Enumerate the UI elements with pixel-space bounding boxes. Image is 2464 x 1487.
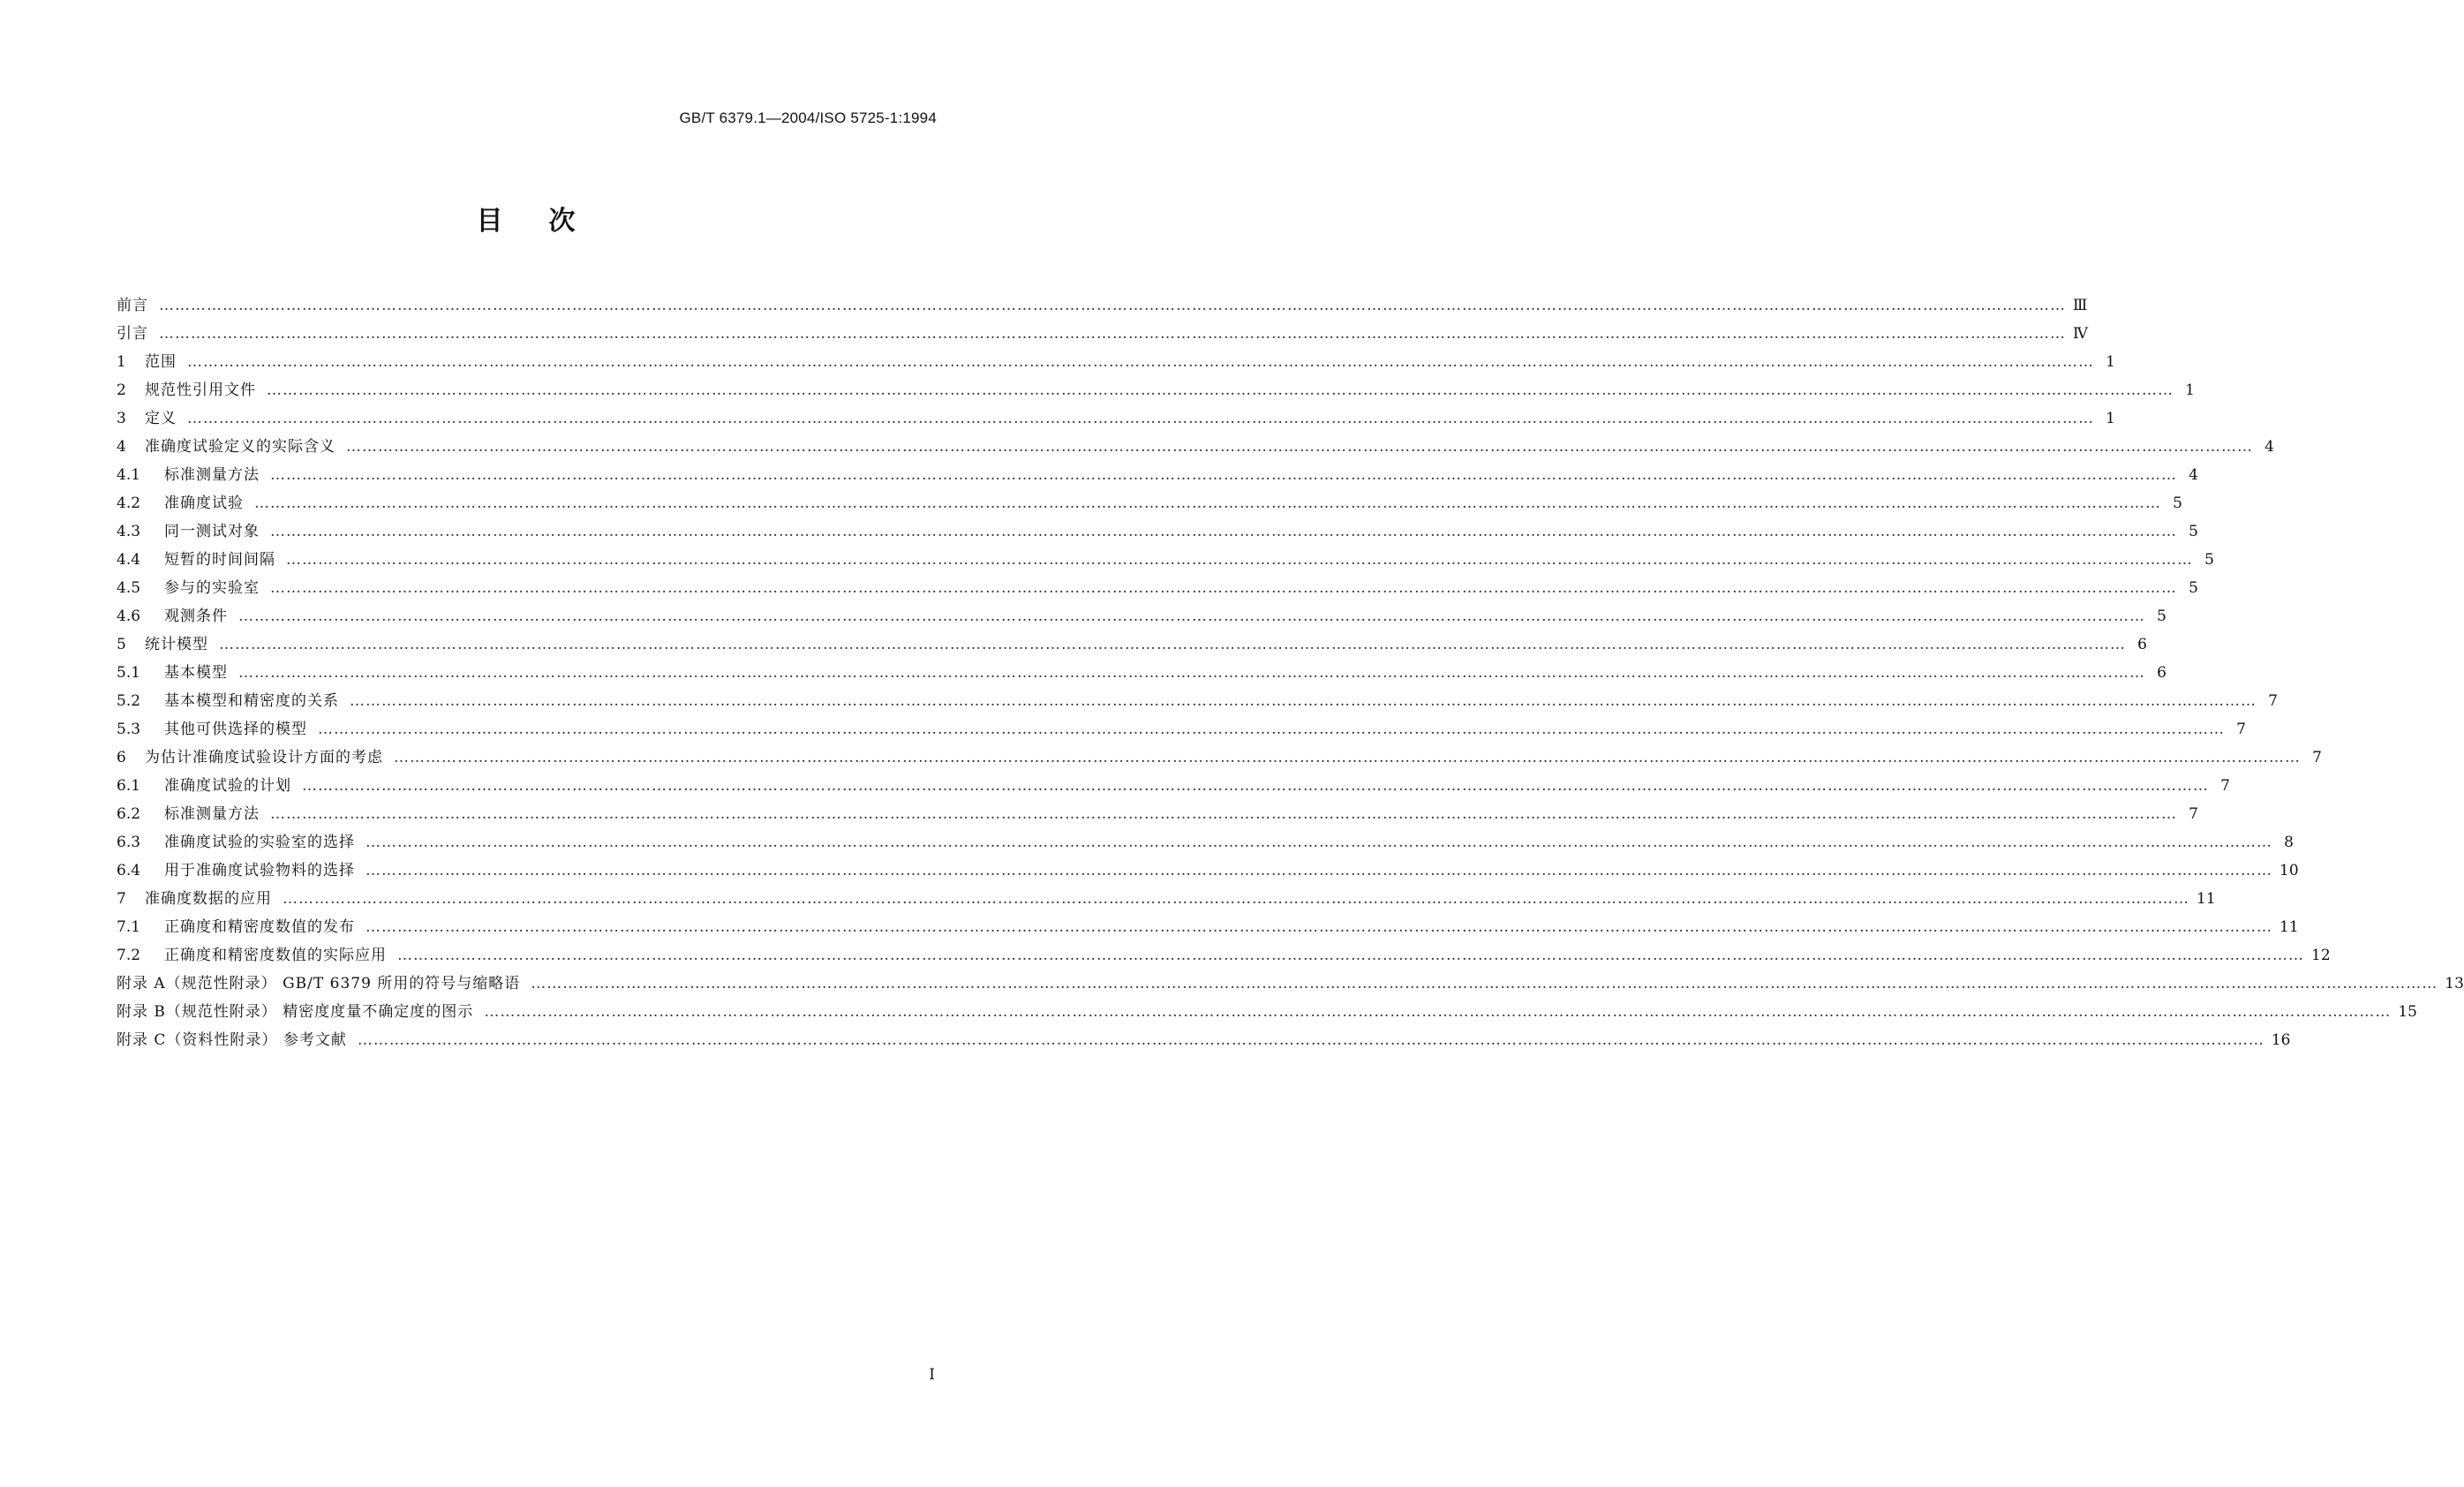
toc-entry[interactable] [117,320,2088,348]
toc-entry-page: 1 [2185,381,2195,399]
toc-entry-label: 准确度数据的应用 [145,890,272,908]
toc-entry-number: 5.2 [117,692,141,710]
toc-entry[interactable] [117,885,2216,913]
toc-entry[interactable] [117,602,2166,630]
toc-entry-label: 准确度试验的计划 [164,777,291,795]
toc-entry-page: 15 [2398,1003,2417,1021]
toc-entry-page: 5 [2204,551,2214,569]
toc-entry-number: 2 [117,381,126,399]
toc-entry-page: 11 [2279,918,2299,936]
toc-entry-label: 为估计准确度试验设计方面的考虑 [145,749,383,766]
toc-entry[interactable] [117,574,2198,602]
toc-dot-leader: ……………………………………………………………………………………………………………………………………………………………………………………………………………………………………………………………………………………………………………………………… [484,1003,2392,1021]
toc-dot-leader: ……………………………………………………………………………………………………………………………………………………………………………………………………………………………………………………………………………………………………………………………… [159,297,2066,314]
toc-entry-label: 观测条件 [164,608,228,625]
toc-entry-label: 附录 B（规范性附录） 精密度度量不确定度的图示 [117,1003,474,1021]
toc-entry-label: 规范性引用文件 [145,381,256,399]
toc-entry-number: 4.2 [117,494,141,512]
toc-entry[interactable] [117,433,2274,461]
toc-entry[interactable] [117,348,2115,376]
toc-entry-number: 5.1 [117,664,141,682]
toc-entry-page: 13 [2445,975,2464,993]
toc-entry[interactable] [117,744,2322,772]
toc-entry[interactable] [117,687,2278,715]
toc-dot-leader: ……………………………………………………………………………………………………………………………………………………………………………………………………………………………………………………………………………………………………………………………… [350,692,2257,710]
toc-dot-leader: ……………………………………………………………………………………………………………………………………………………………………………………………………………………………………………………………………………………………………………………………… [187,410,2094,427]
toc-entry-number: 4 [117,438,126,456]
toc-entry-page: 5 [2189,579,2198,597]
toc-dot-leader: ……………………………………………………………………………………………………………………………………………………………………………………………………………………………………………………………………………………………………………………………… [365,918,2272,936]
page-number: I [929,1366,935,1384]
toc-entry-label: 正确度和精密度数值的发布 [164,918,355,936]
toc-entry-number: 6.2 [117,805,141,823]
toc-entry-page: 7 [2220,777,2230,795]
toc-dot-leader: ……………………………………………………………………………………………………………………………………………………………………………………………………………………………………………………………………………………………………………………………… [346,438,2253,456]
toc-entry[interactable] [117,376,2195,404]
toc-entry-page: 1 [2106,353,2115,371]
toc-entry[interactable] [117,941,2331,970]
toc-entry[interactable] [117,546,2214,574]
toc-entry-label: 同一测试对象 [164,523,260,540]
toc-entry-number: 6.3 [117,834,141,851]
toc-entry-number: 4.1 [117,466,141,484]
toc-dot-leader: ……………………………………………………………………………………………………………………………………………………………………………………………………………………………………………………………………………………………………………………………… [357,1031,2264,1049]
toc-entry-number: 3 [117,410,126,427]
toc-entry[interactable] [117,800,2198,828]
toc-entry-page: 7 [2268,692,2278,710]
toc-dot-leader: ……………………………………………………………………………………………………………………………………………………………………………………………………………………………………………………………………………………………………………………………… [219,636,2126,653]
toc-entry[interactable] [117,461,2198,489]
toc-entry-label: 准确度试验的实验室的选择 [164,834,355,851]
toc-entry-label: 前言 [117,297,148,314]
toc-entry-page: 5 [2173,494,2182,512]
toc-entry-number: 4.3 [117,523,141,540]
toc-dot-leader: ……………………………………………………………………………………………………………………………………………………………………………………………………………………………………………………………………………………………………………………………… [270,523,2177,540]
toc-entry[interactable] [117,659,2166,687]
toc-dot-leader: ……………………………………………………………………………………………………………………………………………………………………………………………………………………………………………………………………………………………………………………………… [187,353,2094,371]
toc-entry-label: 用于准确度试验物料的选择 [164,862,355,879]
toc-entry-label: 正确度和精密度数值的实际应用 [164,947,387,964]
toc-entry-page: 6 [2157,664,2166,682]
toc-entry-label: 范围 [145,353,177,371]
toc-entry-page: 7 [2236,721,2246,738]
toc-dot-leader: ……………………………………………………………………………………………………………………………………………………………………………………………………………………………………………………………………………………………………………………………… [302,777,2209,795]
toc-dot-leader: ……………………………………………………………………………………………………………………………………………………………………………………………………………………………………………………………………………………………………………………………… [270,579,2177,597]
toc-entry-page: 16 [2271,1031,2291,1049]
toc-dot-leader: ……………………………………………………………………………………………………………………………………………………………………………………………………………………………………………………………………………………………………………………………… [365,834,2272,851]
toc-entry-page: 11 [2197,890,2216,908]
toc-entry-page: Ⅲ [2073,297,2088,314]
toc-entry[interactable] [117,857,2299,885]
toc-dot-leader: ……………………………………………………………………………………………………………………………………………………………………………………………………………………………………………………………………………………………………………………………… [159,325,2066,343]
toc-entry[interactable] [117,715,2246,744]
toc-dot-leader: ……………………………………………………………………………………………………………………………………………………………………………………………………………………………………………………………………………………………………………………………… [394,749,2301,766]
toc-entry-label: 参与的实验室 [164,579,260,597]
toc-entry-number: 6.4 [117,862,141,879]
standard-code-header: GB/T 6379.1—2004/ISO 5725-1:1994 [679,109,937,126]
toc-entry-page: 7 [2312,749,2322,766]
toc-entry-number: 5.3 [117,721,141,738]
toc-dot-leader: ……………………………………………………………………………………………………………………………………………………………………………………………………………………………………………………………………………………………………………………………… [270,805,2177,823]
toc-entry[interactable] [117,1026,2291,1054]
toc-entry[interactable] [117,998,2417,1026]
toc-dot-leader: ……………………………………………………………………………………………………………………………………………………………………………………………………………………………………………………………………………………………………………………………… [286,551,2193,569]
toc-entry-page: 8 [2284,834,2294,851]
toc-entry[interactable] [117,404,2115,433]
toc-entry-label: 准确度试验定义的实际含义 [145,438,335,456]
toc-entry-page: 12 [2311,947,2331,964]
page-title: 目次 [476,206,622,237]
toc-dot-leader: ……………………………………………………………………………………………………………………………………………………………………………………………………………………………………………………………………………………………………………………………… [318,721,2225,738]
toc-entry-page: 6 [2137,636,2147,653]
toc-entry-label: 准确度试验 [164,494,244,512]
toc-entry-number: 7 [117,890,126,908]
toc-entry-label: 标准测量方法 [164,805,260,823]
toc-entry-label: 其他可供选择的模型 [164,721,307,738]
toc-entry-label: 基本模型 [164,664,228,682]
toc-dot-leader: ……………………………………………………………………………………………………………………………………………………………………………………………………………………………………………………………………………………………………………………………… [531,975,2438,993]
toc-entry-label: 定义 [145,410,177,427]
toc-dot-leader: ……………………………………………………………………………………………………………………………………………………………………………………………………………………………………………………………………………………………………………………………… [270,466,2177,484]
toc-entry-label: 附录 A（规范性附录） GB/T 6379 所用的符号与缩略语 [117,975,521,993]
toc-entry[interactable] [117,291,2088,320]
toc-entry-label: 附录 C（资料性附录） 参考文献 [117,1031,347,1049]
toc-entry[interactable] [117,913,2299,941]
toc-entry[interactable] [117,772,2230,800]
toc-entry-number: 6 [117,749,126,766]
toc-entry-number: 4.4 [117,551,141,569]
toc-dot-leader: ……………………………………………………………………………………………………………………………………………………………………………………………………………………………………………………………………………………………………………………………… [365,862,2272,879]
toc-entry-page: 7 [2189,805,2198,823]
toc-dot-leader: ……………………………………………………………………………………………………………………………………………………………………………………………………………………………………………………………………………………………………………………………… [267,381,2174,399]
toc-entry[interactable] [117,970,2464,998]
toc-entry-page: 5 [2157,608,2166,625]
table-of-contents [117,291,2464,1054]
toc-dot-leader: ……………………………………………………………………………………………………………………………………………………………………………………………………………………………………………………………………………………………………………………………… [238,608,2145,625]
toc-entry-number: 5 [117,636,126,653]
toc-entry[interactable] [117,630,2147,659]
toc-dot-leader: ……………………………………………………………………………………………………………………………………………………………………………………………………………………………………………………………………………………………………………………………… [238,664,2145,682]
toc-dot-leader: ……………………………………………………………………………………………………………………………………………………………………………………………………………………………………………………………………………………………………………………………… [397,947,2304,964]
toc-entry-page: Ⅳ [2073,325,2088,343]
toc-entry-number: 4.5 [117,579,141,597]
toc-dot-leader: ……………………………………………………………………………………………………………………………………………………………………………………………………………………………………………………………………………………………………………………………… [254,494,2161,512]
toc-entry-number: 4.6 [117,608,141,625]
toc-entry-number: 7.2 [117,947,141,964]
toc-entry-label: 引言 [117,325,148,343]
toc-entry-label: 标准测量方法 [164,466,260,484]
toc-entry-page: 10 [2279,862,2299,879]
toc-entry-number: 6.1 [117,777,141,795]
toc-entry-number: 1 [117,353,126,371]
toc-entry-number: 7.1 [117,918,141,936]
toc-entry[interactable] [117,828,2294,857]
toc-entry-page: 4 [2264,438,2274,456]
toc-entry[interactable] [117,517,2198,546]
toc-entry-label: 短暂的时间间隔 [164,551,275,569]
toc-entry-label: 基本模型和精密度的关系 [164,692,339,710]
toc-entry[interactable] [117,489,2182,517]
toc-entry-page: 5 [2189,523,2198,540]
toc-entry-page: 4 [2189,466,2198,484]
toc-entry-page: 1 [2106,410,2115,427]
toc-dot-leader: ……………………………………………………………………………………………………………………………………………………………………………………………………………………………………………………………………………………………………………………………… [283,890,2189,908]
toc-entry-label: 统计模型 [145,636,208,653]
